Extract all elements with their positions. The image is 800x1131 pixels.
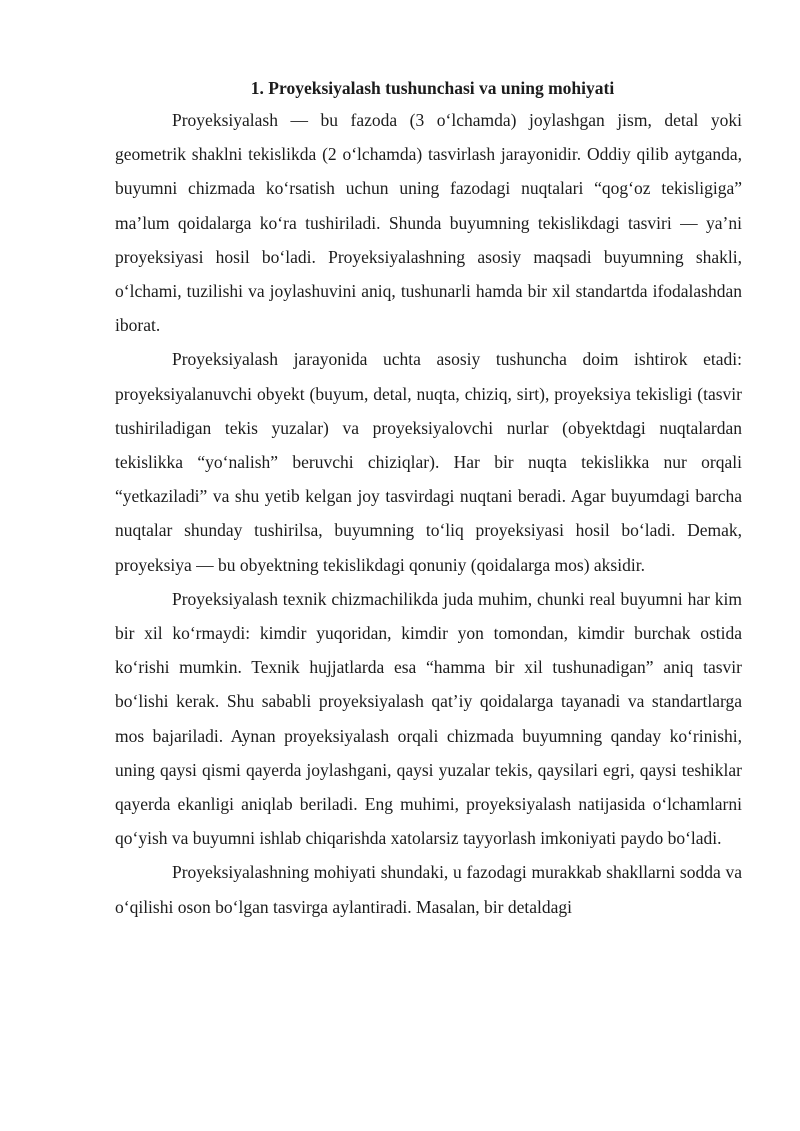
paragraph-definition: Proyeksiyalash — bu fazoda (3 o‘lchamda) joylashgan jism, detal yoki geometrik shaklni tekislikda (2 o‘lchamda) tasvirlash jarayonidir. Oddiy qilib aytganda, buyumni chizmada ko‘rsatish uchun uning fazodagi nuqtalari “qog‘oz tekisligiga” ma’lum qoidalarga ko‘ra tushiriladi. Shunda buyumning tekislikdagi tasviri — ya’ni proyeksiyasi hosil bo‘ladi. Proyeksiyalashning asosiy maqsadi buyumning shakli, o‘lchami, tuzilishi va joylashuvini aniq, tushunarli hamda bir xil standartda ifodalashdan iborat. [115,110,742,336]
paragraph-core-concepts: Proyeksiyalash jarayonida uchta asosiy tushuncha doim ishtirok etadi: proyeksiyalanuvchi obyekt (buyum, detal, nuqta, chiziq, sirt), proyeksiya tekisligi (tasvir tushiriladigan tekis yuzalar) va proyeksiyalovchi nurlar (obyektdagi nuqtalardan tekislikka “yo‘nalish” beruvchi chiziqlar). Har bir nuqta tekislikka nur orqali “yetkaziladi” va shu yetib kelgan joy tasvirdagi nuqtani beradi. Agar buyumdagi barcha nuqtalar shunday tushirilsa, buyumning to‘liq proyeksiyasi hosil bo‘ladi. Demak, proyeksiya — bu obyektning tekislikdagi qonuniy (qoidalarga mos) aksidir. [115,349,742,575]
document-body [115,74,742,924]
section-title: 1. Proyeksiyalash tushunchasi va uning mohiyati [250,78,615,98]
paragraph-essence: Proyeksiyalashning mohiyati shundaki, u fazodagi murakkab shakllarni sodda va o‘qilishi oson bo‘lgan tasvirga aylantiradi. Masalan, bir detaldagi [115,862,742,917]
paragraph-importance: Proyeksiyalash texnik chizmachilikda juda muhim, chunki real buyumni har kim bir xil ko‘rmaydi: kimdir yuqoridan, kimdir yon tomondan, kimdir burchak ostida ko‘rishi mumkin. Texnik hujjatlarda esa “hamma bir xil tushunadigan” aniq tasvir bo‘lishi kerak. Shu sababli proyeksiyalash qat’iy qoidalarga tayanadi va standartlarga mos bajariladi. Aynan proyeksiyalash orqali chizmada buyumning qanday ko‘rinishi, uning qaysi qismi qayerda joylashgani, qaysi yuzalar tekis, qaysilari egri, qaysi teshiklar qayerda ekanligi aniqlab beriladi. Eng muhimi, proyeksiyalash natijasida o‘lchamlarni qo‘yish va buyumni ishlab chiqarishda xatolarsiz tayyorlash imkoniyati paydo bo‘ladi. [115,588,742,849]
